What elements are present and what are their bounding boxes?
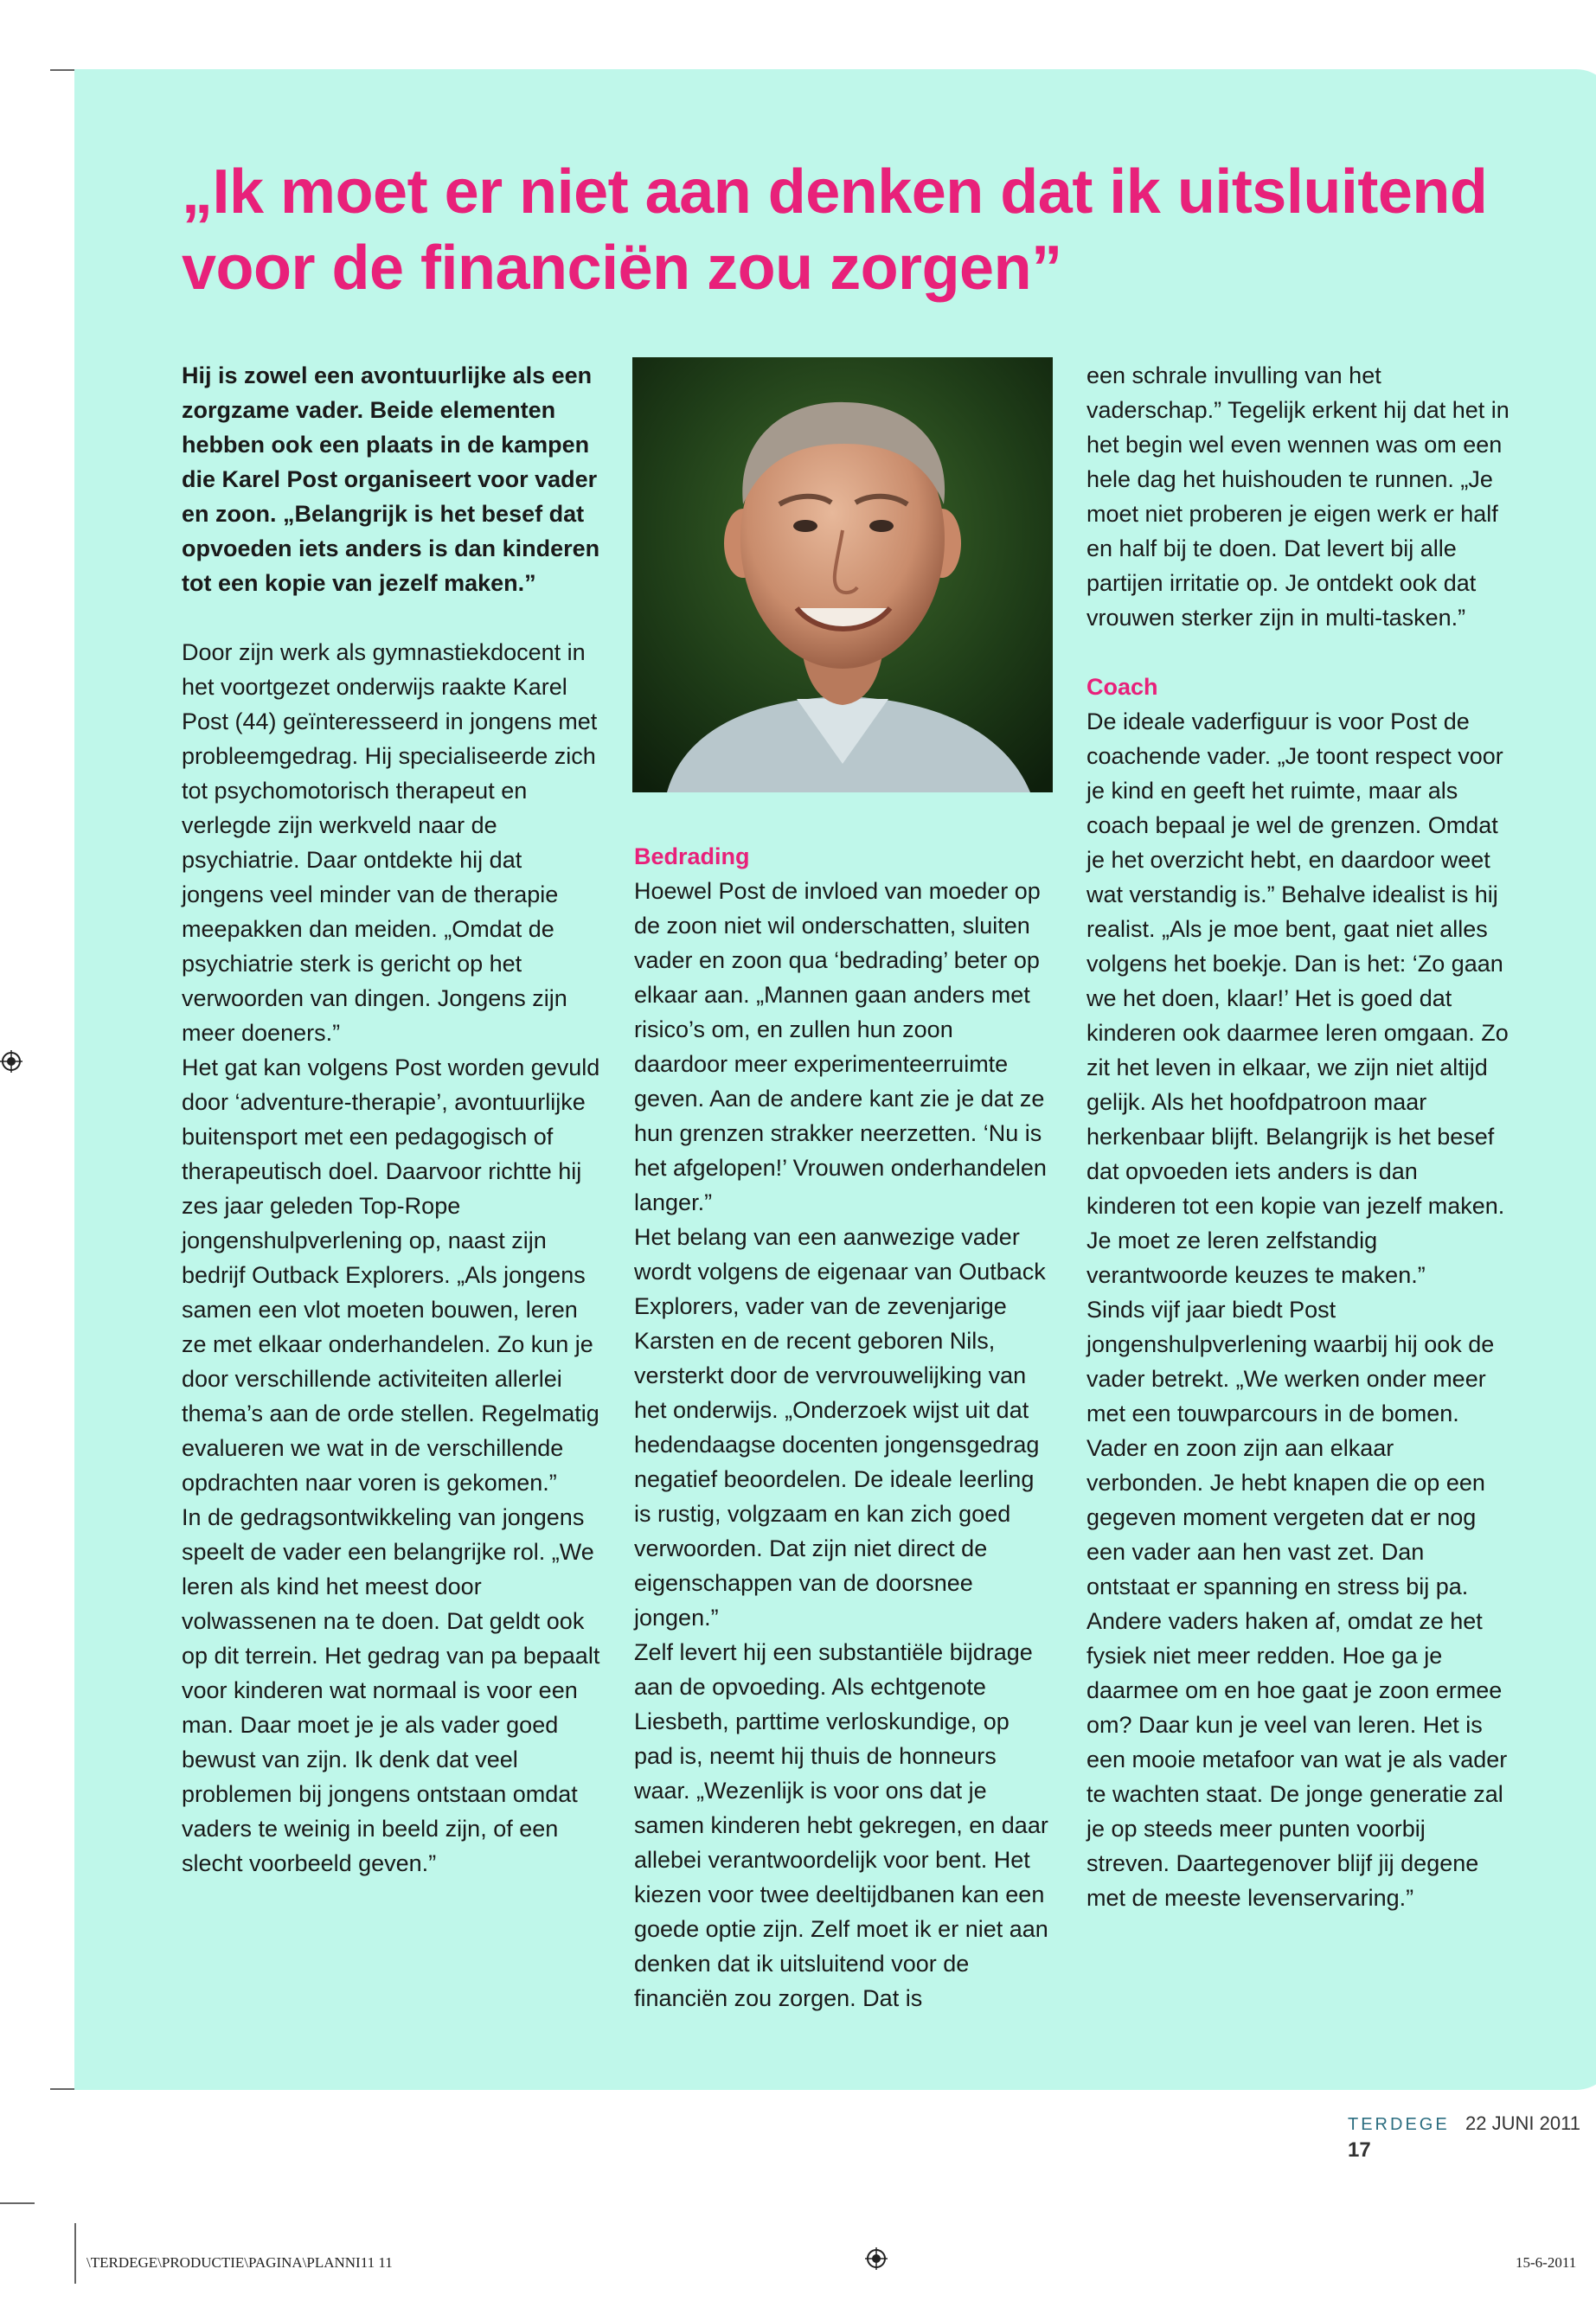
subheading-bedrading: Bedrading (634, 843, 750, 869)
article-headline: „Ik moet er niet aan denken dat ik uitsluitend voor de financiën zou zorgen” (182, 157, 1488, 303)
body-paragraph: Het gat kan volgens Post worden gevuld door ‘adventure-therapie’, avontuurlijke buitensport met een pedagogisch of therapeutisch doel. Daarvoor richtte hij zes jaar geleden Top-Rope jongenshulpverlening op, naast zijn bedrijf Outback Explorers. „Als jongens samen een vlot moeten bouwen, leren ze met elkaar onderhandelen. Zo kun je door verschillende activiteiten allerlei thema’s aan de orde stellen. Regelmatig evalueren we wat in de verschillende opdrachten naar voren is gekomen.” (182, 1054, 600, 1496)
subheading-coach: Coach (1086, 674, 1158, 700)
body-paragraph: Door zijn werk als gymnastiekdocent in het voortgezet onderwijs raakte Karel Post (44) geïnteresseerd in jongens met probleemgedrag. Hij specialiseerde zich tot psychomotorisch therapeut en verlegde zijn werkveld naar de psychiatrie. Daar ontdekte hij dat jongens veel minder van de therapie meepakken dan meiden. „Omdat de psychiatrie sterk is gericht op het verwoorden van dingen. Jongens zijn meer doeners.” (182, 639, 598, 1046)
body-paragraph: Hoewel Post de invloed van moeder op de zoon niet wil onderschatten, sluiten vader en zoon qua ‘bedrading’ beter op elkaar aan. „Mannen gaan anders met risico’s om, en zullen hun zoon daardoor meer experimenteerruimte geven. Aan de andere kant zie je dat ze hun grenzen strakker neerzetten. ‘Nu is het afgelopen!’ Vrouwen onderhandelen langer.” (634, 878, 1047, 1215)
body-paragraph: In de gedragsontwikkeling van jongens speelt de vader een belangrijke rol. „We leren als kind het meest door volwassenen na te doen. Dat geldt ook op dit terrein. Het gedrag van pa bepaalt voor kinderen wat normaal is voor een man. Daar moet je je als vader goed bewust van zijn. Ik denk dat veel problemen bij jongens ontstaan omdat vaders te weinig in beeld zijn, of een slecht voorbeeld geven.” (182, 1504, 600, 1876)
body-paragraph: Sinds vijf jaar biedt Post jongenshulpverlening waarbij hij ook de vader betrekt. „We werken onder meer met een touwparcours in de bomen. Vader en zoon zijn aan elkaar verbonden. Je hebt knapen die op een gegeven moment vergeten dat er nog een vader aan hen vast zet. Dan ontstaat er spanning en stress bij pa. Andere vaders haken af, omdat ze het fysiek niet meer redden. Hoe ga je daarmee om en hoe gaat je zoon ermee om? Daar kun je veel van leren. Het is een mooie metafoor van wat je als vader te wachten staat. De jonge generatie zal je op steeds meer punten voorbij streven. Daartegenover blijf jij degene met de meeste levenservaring.” (1086, 1297, 1508, 1911)
crop-mark (0, 2202, 35, 2204)
print-slug-path: \TERDEGE\PRODUCTIE\PAGINA\PLANNI11 11 (87, 2254, 393, 2271)
article-column-2 (634, 839, 1049, 2016)
magazine-name: TERDEGE (1348, 2115, 1450, 2134)
body-paragraph: De ideale vaderfiguur is voor Post de coachende vader. „Je toont respect voor je kind en geeft het ruimte, maar als coach bepaal je wel de grenzen. Omdat je het overzicht hebt, en daardoor weet wat verstandig is.” Behalve idealist is hij realist. „Als je moe bent, gaat niet alles volgens het boekje. Dan is het: ‘Zo gaan we het doen, klaar!’ Het is goed dat kinderen ook daarmee leren omgaan. Zo zit het leven in elkaar, we zijn niet altijd gelijk. Als het hoofdpatroon maar herkenbaar blijft. Belangrijk is het besef dat opvoeden iets anders is dan kinderen tot een kopie van jezelf maken. Je moet ze leren zelfstandig verantwoorde keuzes te maken.” (1086, 708, 1509, 1288)
article-column-3 (1086, 358, 1510, 1915)
page-footer (1348, 2111, 1596, 2163)
portrait-illustration (632, 357, 1053, 792)
registration-mark-icon (865, 2247, 888, 2270)
body-paragraph: Zelf levert hij een substantiële bijdrage aan de opvoeding. Als echtgenote Liesbeth, parttime verloskundige, op pad is, neemt hij thuis de honneurs waar. „Wezenlijk is voor ons dat je samen kinderen hebt gekregen, en daar allebei verantwoordelijk voor bent. Het kiezen voor twee deeltijdbanen kan een goede optie zijn. Zelf moet ik er niet aan denken dat ik uitsluitend voor de financiën zou zorgen. Dat is (634, 1639, 1048, 2011)
page-number: 17 (1348, 2138, 1371, 2162)
portrait-photo (632, 357, 1053, 792)
crop-mark (50, 2088, 76, 2090)
body-paragraph: Het belang van een aanwezige vader wordt volgens de eigenaar van Outback Explorers, vader van de zevenjarige Karsten en de recent geboren Nils, versterkt door de vervrouwelijking van het onderwijs. „Onderzoek wijst uit dat hedendaagse docenten jongensgedrag negatief beoordelen. De ideale leerling is rustig, volgzaam en kan zich goed verwoorden. Dat zijn niet direct de eigenschappen van de doorsnee jongen.” (634, 1224, 1046, 1631)
article-column-1 (182, 358, 606, 1881)
registration-mark-icon (0, 1050, 22, 1073)
crop-mark (50, 69, 76, 71)
crop-mark (74, 2223, 76, 2284)
body-paragraph: een schrale invulling van het vaderschap.” Tegelijk erkent hij dat het in het begin wel even wennen was om een hele dag het huishouden te runnen. „Je moet niet proberen je eigen werk er half en half bij te doen. Dat levert bij alle partijen irritatie op. Je ontdekt ook dat vrouwen sterker zijn in multi-tasken.” (1086, 362, 1509, 631)
intro-paragraph: Hij is zowel een avontuurlijke als een zorgzame vader. Beide elementen hebben ook een plaats in de kampen die Karel Post organiseert voor vader en zoon. „Belangrijk is het besef dat opvoeden iets anders is dan kinderen tot een kopie van jezelf maken.” (182, 362, 600, 596)
print-slug-date: 15-6-2011 (1516, 2254, 1577, 2271)
issue-date: 22 JUNI 2011 (1465, 2112, 1580, 2134)
